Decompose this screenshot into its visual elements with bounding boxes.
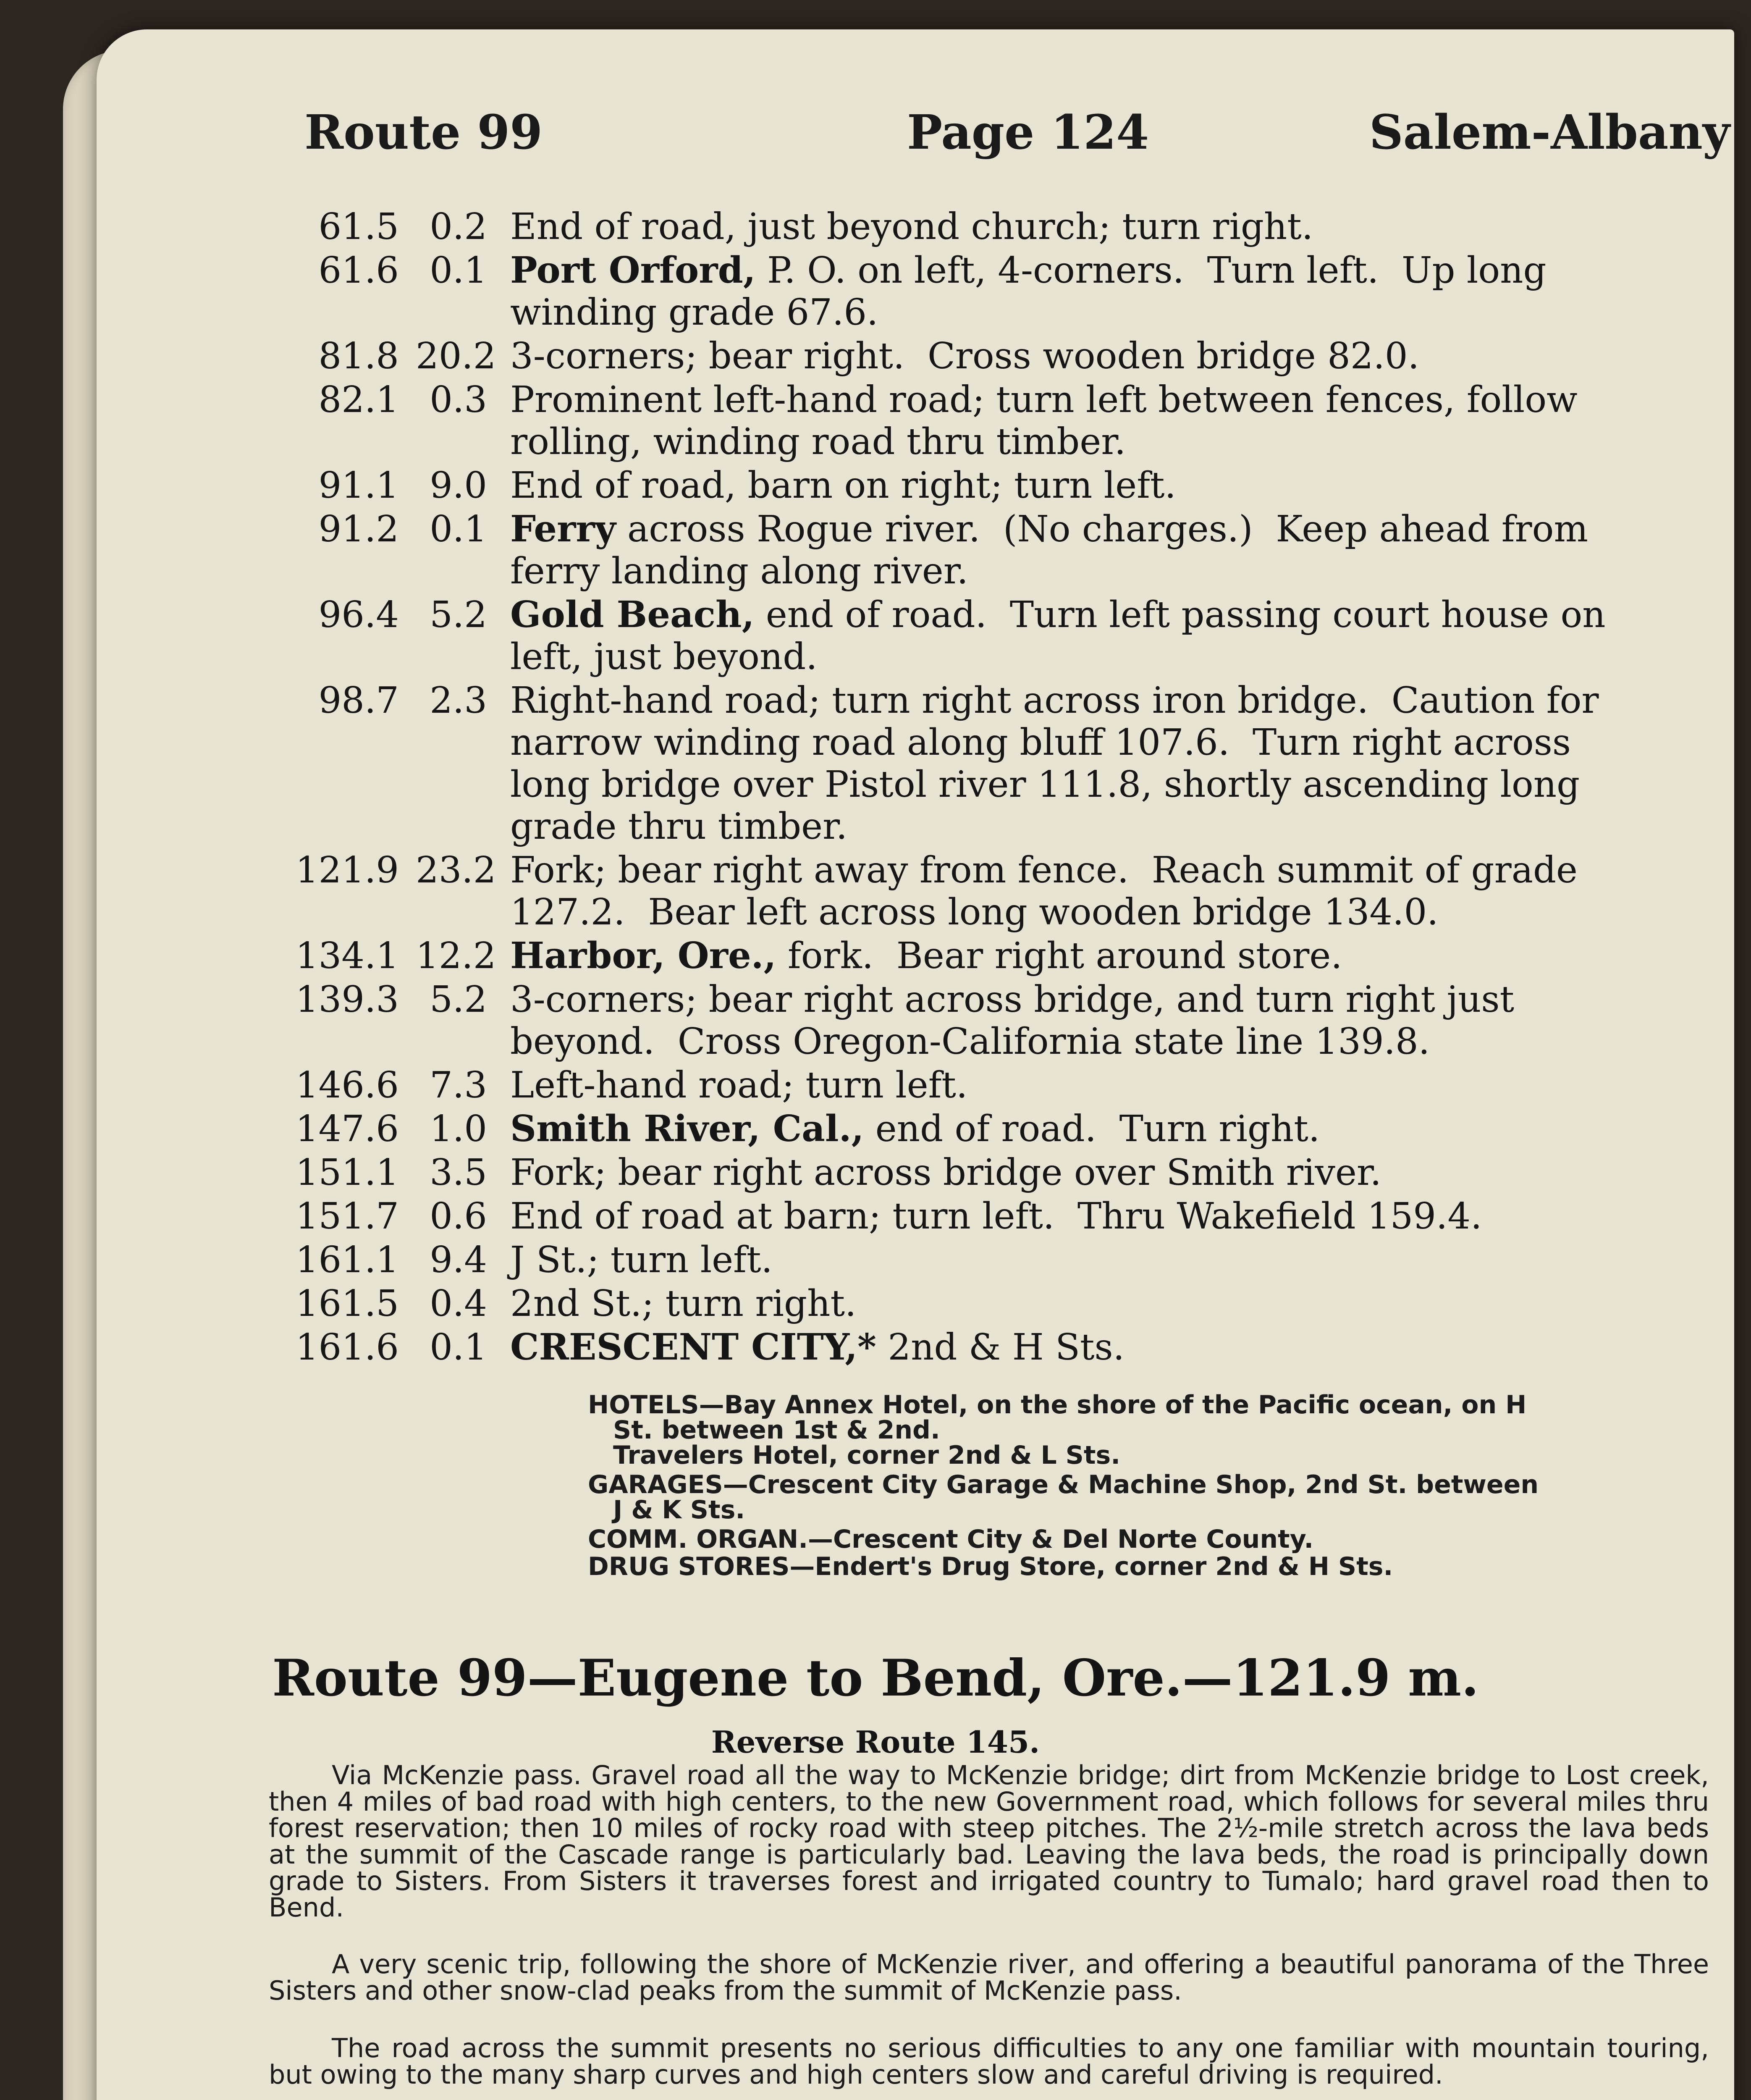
place-name: Ferry	[510, 508, 616, 550]
total-mileage: 82.1	[318, 379, 399, 421]
direction-text	[510, 1239, 773, 1281]
hotels-line: HOTELS—Bay Annex Hotel, on the shore of the Pacific ocean, on H	[588, 1390, 1527, 1420]
direction-text	[510, 335, 1419, 377]
distance-between: 0.1	[430, 508, 487, 550]
page-number: Page 124	[907, 105, 1149, 160]
direction-instruction: 2nd St.; turn right.	[510, 1283, 857, 1325]
page-header	[206, 105, 1730, 168]
direction-instruction: across Rogue river. (No charges.) Keep ahead from	[616, 508, 1588, 550]
direction-continuation: 127.2. Bear left across long wooden bridge 134.0.	[510, 891, 1439, 933]
distance-between: 9.4	[430, 1239, 487, 1281]
total-mileage: 61.6	[318, 249, 399, 291]
distance-between: 5.2	[430, 594, 487, 636]
place-name: Smith River, Cal.,	[510, 1108, 864, 1150]
direction-text	[510, 1326, 1125, 1368]
distance-between: 0.2	[430, 206, 487, 248]
direction-instruction: 2nd & H Sts.	[876, 1326, 1125, 1368]
distance-between: 5.2	[430, 979, 487, 1021]
route-label: Route 99	[304, 105, 543, 160]
direction-text	[510, 1283, 856, 1325]
direction-instruction: 3-corners; bear right across bridge, and turn right just	[510, 979, 1515, 1021]
distance-between: 23.2	[416, 849, 496, 891]
total-mileage: 139.3	[295, 979, 399, 1021]
total-mileage: 161.1	[295, 1239, 399, 1281]
direction-instruction: end of road. Turn left passing court house on	[754, 594, 1606, 636]
place-name: Harbor, Ore.,	[510, 934, 776, 977]
drug-stores-line: DRUG STORES—Endert's Drug Store, corner 2nd & H Sts.	[588, 1552, 1393, 1581]
hotels-line-2: St. between 1st & 2nd.	[613, 1415, 940, 1445]
total-mileage: 147.6	[295, 1108, 399, 1150]
distance-between: 1.0	[430, 1108, 487, 1150]
direction-instruction: Fork; bear right across bridge over Smith river.	[510, 1152, 1381, 1194]
distance-between: 0.1	[430, 1326, 487, 1368]
intro-paragraph-3: The road across the summit presents no serious difficulties to any one familiar with mountain touring, but owing to the many sharp curves and high centers slow and careful driving is required.	[269, 2033, 1709, 2090]
direction-text	[510, 849, 1578, 891]
distance-between: 9.0	[430, 465, 487, 507]
direction-continuation: beyond. Cross Oregon-California state line 139.8.	[510, 1021, 1430, 1063]
direction-instruction: End of road, just beyond church; turn right.	[510, 206, 1313, 248]
direction-text	[510, 379, 1578, 421]
total-mileage: 91.2	[318, 508, 399, 550]
total-mileage: 98.7	[318, 680, 399, 722]
direction-text	[510, 249, 1547, 291]
direction-text	[510, 1108, 1320, 1150]
distance-between: 12.2	[416, 935, 496, 977]
direction-continuation: long bridge over Pistol river 111.8, shortly ascending long	[510, 764, 1580, 806]
total-mileage: 146.6	[295, 1064, 399, 1106]
total-mileage: 61.5	[318, 206, 399, 248]
hotels-line-3: Travelers Hotel, corner 2nd & L Sts.	[613, 1441, 1121, 1470]
direction-text	[510, 206, 1313, 248]
direction-continuation: rolling, winding road thru timber.	[510, 421, 1126, 463]
direction-continuation: winding grade 67.6.	[510, 291, 878, 333]
total-mileage: 96.4	[318, 594, 399, 636]
direction-continuation: grade thru timber.	[510, 806, 848, 848]
direction-instruction: end of road. Turn right.	[864, 1108, 1320, 1150]
direction-instruction: P. O. on left, 4-corners. Turn left. Up long	[755, 249, 1547, 291]
total-mileage: 161.6	[295, 1326, 399, 1368]
direction-text	[510, 508, 1588, 550]
direction-instruction: End of road, barn on right; turn left.	[510, 465, 1176, 507]
total-mileage: 151.1	[295, 1152, 399, 1194]
total-mileage: 91.1	[318, 465, 399, 507]
intro-paragraph-1: Via McKenzie pass. Gravel road all the way to McKenzie bridge; dirt from McKenzie bridge to Lost creek, then 4 miles of bad road with high centers, to the new Government road, which follows for several miles thru forest reservation; then 10 miles of rocky road with steep pitches. The 2½-mile stretch across the lava beds at the summit of the Cascade range is particularly bad. Leaving the lava beds, the road is principally down grade to Sisters. From Sisters it traverses forest and irrigated country to Tumalo; hard gravel road then to Bend.	[269, 1760, 1709, 1923]
direction-continuation: left, just beyond.	[510, 636, 818, 678]
direction-instruction: J St.; turn left.	[510, 1239, 773, 1281]
section-title: Salem-Albany	[1369, 105, 1730, 160]
direction-continuation: narrow winding road along bluff 107.6. Turn right across	[510, 722, 1571, 764]
distance-between: 0.4	[430, 1283, 487, 1325]
total-mileage: 161.5	[295, 1283, 399, 1325]
direction-text	[510, 979, 1514, 1021]
direction-instruction: fork. Bear right around store.	[776, 935, 1342, 977]
distance-between: 20.2	[416, 335, 496, 377]
direction-instruction: End of road at barn; turn left. Thru Wakefield 159.4.	[510, 1195, 1482, 1237]
intro-paragraph-2: A very scenic trip, following the shore of McKenzie river, and offering a beautiful panorama of the Three Sisters and other snow-clad peaks from the summit of McKenzie pass.	[269, 1949, 1709, 2006]
distance-between: 2.3	[430, 680, 487, 722]
direction-text	[510, 465, 1176, 507]
direction-continuation: ferry landing along river.	[510, 550, 968, 592]
direction-instruction: 3-corners; bear right. Cross wooden bridge 82.0.	[510, 335, 1419, 377]
total-mileage: 151.7	[295, 1195, 399, 1237]
total-mileage: 134.1	[295, 935, 399, 977]
direction-text	[510, 680, 1599, 722]
direction-text	[510, 1064, 967, 1106]
place-name: CRESCENT CITY,*	[510, 1326, 877, 1368]
place-name: Gold Beach,	[510, 593, 755, 636]
direction-instruction: Fork; bear right away from fence. Reach summit of grade	[510, 849, 1578, 891]
direction-instruction: Left-hand road; turn left.	[510, 1064, 968, 1106]
distance-between: 0.1	[430, 249, 487, 291]
reverse-route: Reverse Route 145.	[711, 1724, 1040, 1760]
route-title: Route 99—Eugene to Bend, Ore.—121.9 m.	[272, 1648, 1479, 1708]
direction-text	[510, 1152, 1381, 1194]
distance-between: 7.3	[430, 1064, 487, 1106]
place-name: Port Orford,	[510, 249, 756, 291]
direction-text	[510, 935, 1342, 977]
garages-line-2: J & K Sts.	[613, 1495, 745, 1525]
total-mileage: 81.8	[318, 335, 399, 377]
direction-instruction: Right-hand road; turn right across iron bridge. Caution for	[510, 680, 1599, 722]
total-mileage: 121.9	[295, 849, 399, 891]
direction-instruction: Prominent left-hand road; turn left between fences, follow	[510, 379, 1578, 421]
distance-between: 0.3	[430, 379, 487, 421]
direction-text	[510, 1195, 1482, 1237]
distance-between: 3.5	[430, 1152, 487, 1194]
garages-line: GARAGES—Crescent City Garage & Machine Shop, 2nd St. between	[588, 1470, 1539, 1499]
direction-text	[510, 594, 1606, 636]
comm-organ-line: COMM. ORGAN.—Crescent City & Del Norte County.	[588, 1525, 1314, 1554]
distance-between: 0.6	[430, 1195, 487, 1237]
